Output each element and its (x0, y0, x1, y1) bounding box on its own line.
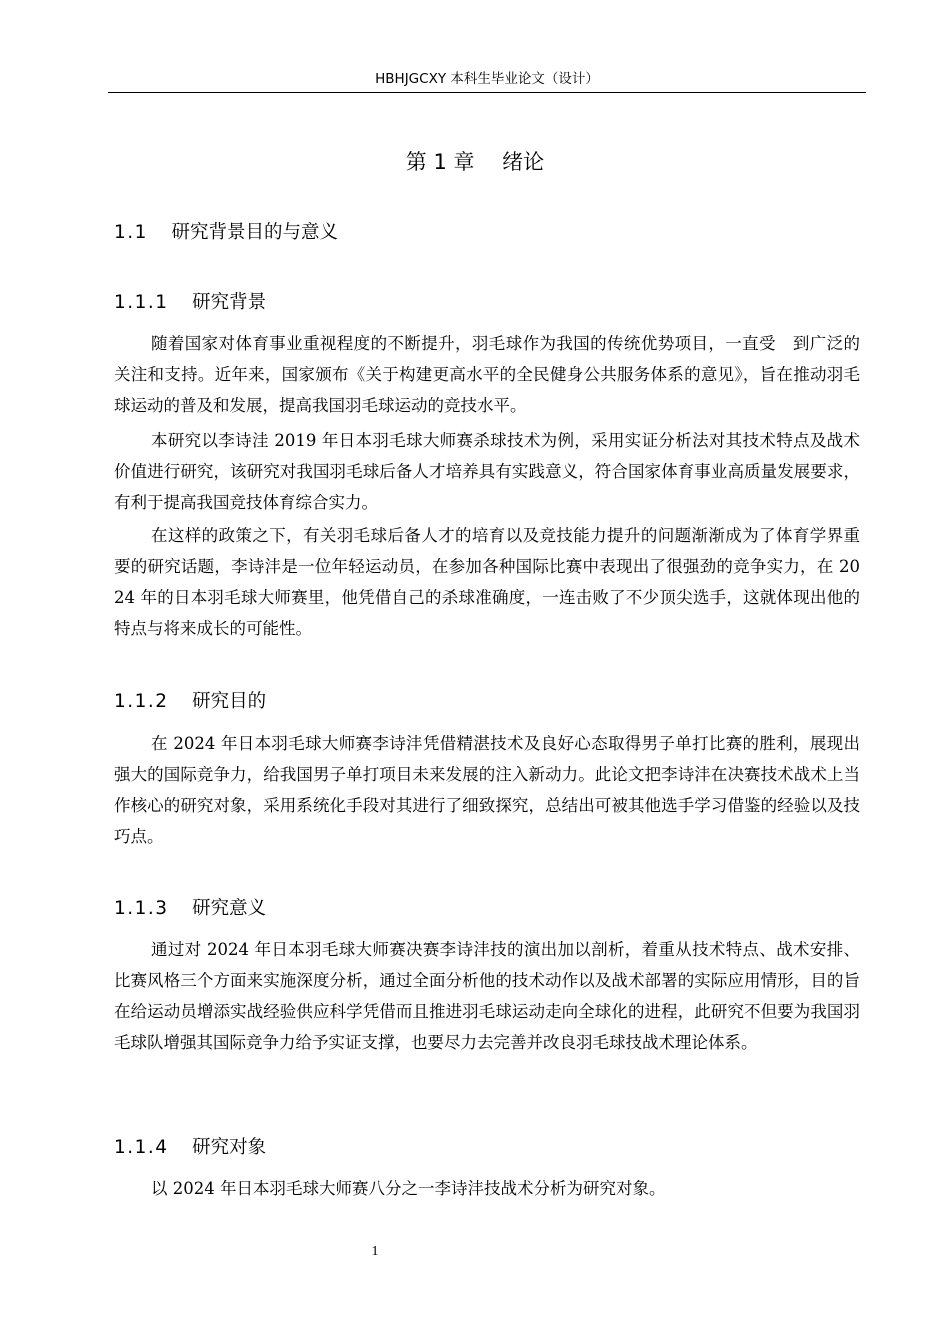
subsection-heading-background (114, 289, 266, 317)
subsection-number: 1.1.3 (114, 898, 169, 919)
paragraph-significance: 通过对 2024 年日本羽毛球大师赛决赛李诗沣技的演出加以剖析，着重从技术特点、战术安排、比赛风格三个方面来实施深度分析，通过全面分析他的技术动作以及战术部署的实际应用情形，目的旨在给运动员增添实战经验供应科学凭借而且推进羽毛球运动走向全球化的进程，此研究不但要为我国羽毛球队增强其国际竞争力给予实证支撑，也要尽力去完善并改良羽毛球技战术理论体系。 (114, 940, 860, 1052)
section-title: 研究背景目的与意义 (171, 222, 338, 243)
paragraph-background-3: 在这样的政策之下，有关羽毛球后备人才的培育以及竞技能力提升的问题渐渐成为了体育学界重要的研究话题，李诗沣是一位年轻运动员，在参加各种国际比赛中表现出了很强劲的竞争实力，在 2024 年的日本羽毛球大师赛里，他凭借自己的杀球准确度，一连击败了不少顶尖选手，这就体现出他的特点与将来成长的可能性。 (114, 526, 860, 638)
subsection-heading-object (114, 1134, 266, 1162)
paragraph-background-2: 本研究以李诗洼 2019 年日本羽毛球大师赛杀球技术为例，采用实证分析法对其技术特点及战术价值进行研究，该研究对我国羽毛球后备人才培养具有实践意义，符合国家体育事业高质量发展要求，有利于提高我国竞技体育综合实力。 (114, 431, 860, 512)
paragraph-purpose: 在 2024 年日本羽毛球大师赛李诗沣凭借精湛技术及良好心态取得男子单打比赛的胜利，展现出强大的国际竞争力，给我国男子单打项目未来发展的注入新动力。此论文把李诗沣在决赛技术战术上当作核心的研究对象，采用系统化手段对其进行了细致探究，总结出可被其他选手学习借鉴的经验以及技巧点。 (114, 734, 860, 846)
section-number: 1.1 (114, 222, 148, 243)
paragraph-background-1: 随着国家对体育事业重视程度的不断提升，羽毛球作为我国的传统优势项目，一直受 到广泛的关注和支持。近年来，国家颁布《关于构建更高水平的全民健身公共服务体系的意见》，旨在推动羽毛球运动的普及和发展，提高我国羽毛球运动的竞技水平。 (114, 334, 860, 415)
subsection-title: 研究背景 (192, 292, 267, 313)
subsection-heading-purpose (114, 688, 266, 716)
subsection-title: 研究对象 (192, 1137, 267, 1158)
page-number: 1 (371, 1244, 379, 1259)
subsection-number: 1.1.2 (114, 691, 169, 712)
page-header: HBHJGCXY 本科生毕业论文（设计） (108, 66, 866, 93)
subsection-number: 1.1.4 (114, 1137, 169, 1158)
subsection-number: 1.1.1 (114, 292, 169, 313)
subsection-title: 研究目的 (192, 691, 267, 712)
subsection-heading-significance (114, 895, 266, 923)
paragraph-object: 以 2024 年日本羽毛球大师赛八分之一李诗沣技战术分析为研究对象。 (151, 1179, 666, 1198)
subsection-title: 研究意义 (192, 898, 267, 919)
chapter-title: 第 1 章 绪论 (405, 150, 545, 174)
section-heading-1-1 (114, 219, 338, 247)
